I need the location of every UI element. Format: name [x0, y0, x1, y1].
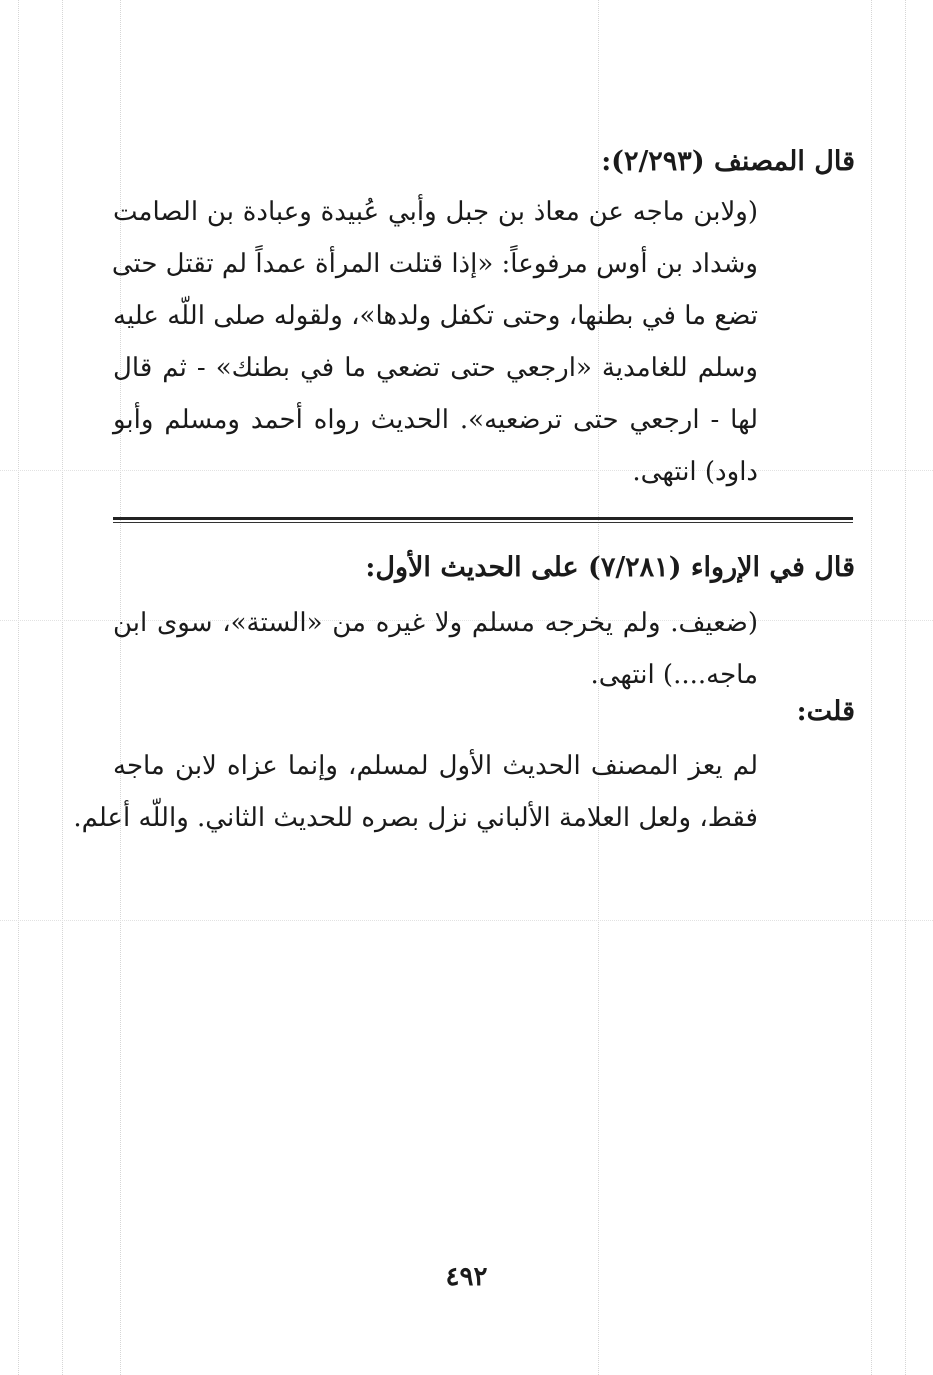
text-line: وسلم للغامدية «ارجعي حتى تضعي ما في بطنك» - ثم قال: [113, 353, 758, 383]
text-line: لها - ارجعي حتى ترضعيه». الحديث رواه أحمد ومسلم وأبو: [113, 405, 758, 435]
section3-body: [73, 740, 758, 844]
scan-guide: [0, 920, 933, 921]
text-line: داود) انتهى.: [632, 457, 758, 487]
text-line: لم يعز المصنف الحديث الأول لمسلم، وإنما عزاه لابن ماجه: [113, 751, 758, 781]
section1-body: [113, 186, 758, 498]
section1-heading: قال المصنف (٢/٢٩٣):: [601, 146, 855, 177]
text-line: فقط، ولعل العلامة الألباني نزل بصره للحديث الثاني. واللّه أعلم.: [73, 803, 758, 833]
text-line: وشداد بن أوس مرفوعاً: «إذا قتلت المرأة عمداً لم تقتل حتى: [111, 249, 758, 279]
section3-heading: قلت:: [796, 696, 855, 727]
scan-guide: [62, 0, 63, 1375]
scan-guide: [18, 0, 19, 1375]
section2-body: [113, 597, 758, 701]
text-line: تضع ما في بطنها، وحتى تكفل ولدها»، ولقوله صلى اللّه عليه: [113, 301, 758, 331]
page-number: ٤٩٢: [445, 1262, 488, 1292]
text-line: (ولابن ماجه عن معاذ بن جبل وأبي عُبيدة وعبادة بن الصامت: [113, 197, 758, 227]
section-divider: [113, 517, 853, 523]
scan-guide: [871, 0, 872, 1375]
text-line: ماجه....) انتهى.: [590, 660, 758, 690]
scan-guide: [905, 0, 906, 1375]
section2-heading: قال في الإرواء (٧/٢٨١) على الحديث الأول:: [365, 552, 855, 583]
text-line: (ضعيف. ولم يخرجه مسلم ولا غيره من «الستة»، سوى ابن: [113, 608, 758, 638]
